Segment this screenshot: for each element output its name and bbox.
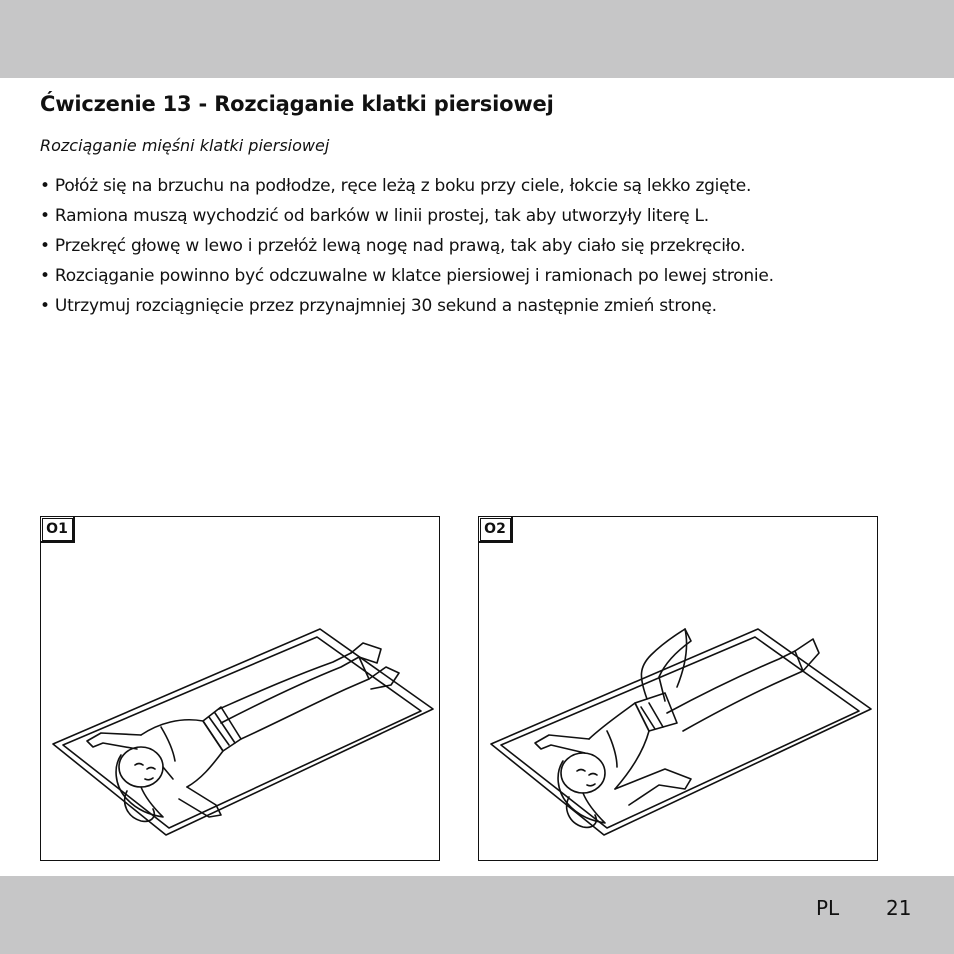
header-band	[0, 0, 954, 78]
instruction-item: • Rozciąganie powinno być odczuwalne w klatce piersiowej i ramionach po lewej stronie.	[40, 266, 774, 286]
figure-label-text: O1	[46, 521, 68, 537]
instruction-item: • Przekręć głowę w lewo i przełóż lewą nogę nad prawą, tak aby ciało się przekręciło.	[40, 236, 746, 256]
page-title: Ćwiczenie 13 - Rozciąganie klatki piersiowej	[40, 92, 554, 116]
figure-label-1	[41, 517, 75, 543]
illustration-twisted-stretch	[479, 517, 877, 860]
figure-panel-2	[478, 516, 878, 861]
instruction-list	[40, 171, 940, 321]
instruction-item: • Połóż się na brzuchu na podłodze, ręce leżą z boku przy ciele, łokcie są lekko zgięte.	[40, 176, 752, 196]
footer-band	[0, 876, 954, 954]
figure-label-2	[479, 517, 513, 543]
figure-panel-1	[40, 516, 440, 861]
illustration-lying-face-down	[41, 517, 439, 860]
figure-label-text: O2	[484, 521, 506, 537]
page-number: 21	[886, 896, 912, 920]
subtitle: Rozciąganie mięśni klatki piersiowej	[40, 136, 330, 155]
instruction-item: • Utrzymuj rozciągnięcie przez przynajmniej 30 sekund a następnie zmień stronę.	[40, 296, 717, 316]
instruction-item: • Ramiona muszą wychodzić od barków w linii prostej, tak aby utworzyły literę L.	[40, 206, 709, 226]
language-code: PL	[816, 896, 840, 920]
